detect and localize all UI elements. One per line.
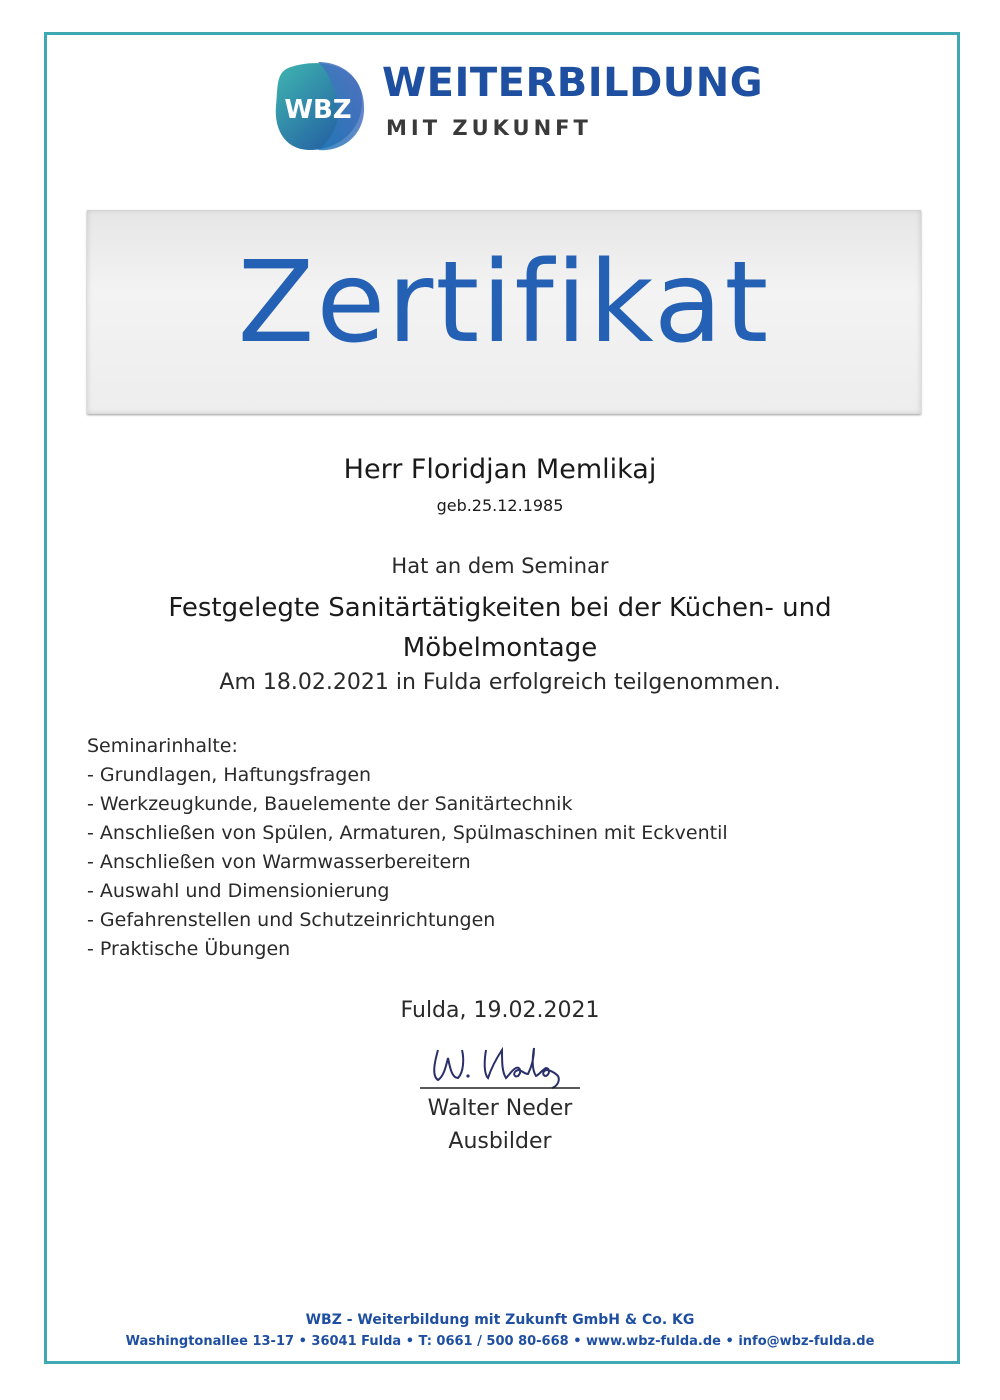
birth-date: geb.25.12.1985	[436, 496, 564, 515]
footer-company: WBZ - Weiterbildung mit Zukunft GmbH & Co. KG	[305, 1312, 695, 1328]
list-item: - Werkzeugkunde, Bauelemente der Sanitärtechnik	[87, 790, 728, 819]
signer-name: Walter Neder	[427, 1096, 573, 1121]
list-item: - Praktische Übungen	[87, 935, 728, 964]
contents-list	[87, 761, 728, 964]
seminar-title-line1: Festgelegte Sanitärtätigkeiten bei der Küchen- und	[168, 593, 832, 623]
wbz-logo-mark	[270, 58, 366, 154]
seminar-title	[0, 588, 1000, 668]
wbz-logo	[270, 58, 770, 158]
list-item: - Auswahl und Dimensionierung	[87, 877, 728, 906]
logo-line1: WEITERBILDUNG	[382, 60, 764, 106]
logo-line2: MIT ZUKUNFT	[386, 116, 592, 140]
list-item: - Gefahrenstellen und Schutzeinrichtungen	[87, 906, 728, 935]
seminar-title-line2: Möbelmontage	[402, 633, 598, 663]
signer-role: Ausbilder	[448, 1129, 552, 1154]
title-banner	[87, 210, 921, 414]
contents-heading: Seminarinhalte:	[87, 735, 238, 757]
footer-address: Washingtonallee 13-17 • 36041 Fulda • T: 0661 / 500 80-668 • www.wbz-fulda.de • info@wbz-fulda.de	[125, 1334, 875, 1349]
list-item: - Anschließen von Warmwasserbereitern	[87, 848, 728, 877]
place-date: Fulda, 19.02.2021	[400, 998, 600, 1023]
wbz-logo-mark-text: WBZ	[284, 95, 352, 125]
seminar-intro: Hat an dem Seminar	[391, 554, 609, 578]
signature	[418, 1036, 582, 1092]
list-item: - Grundlagen, Haftungsfragen	[87, 761, 728, 790]
completion-statement: Am 18.02.2021 in Fulda erfolgreich teilgenommen.	[219, 670, 781, 695]
recipient-name: Herr Floridjan Memlikaj	[343, 454, 657, 485]
list-item: - Anschließen von Spülen, Armaturen, Spülmaschinen mit Eckventil	[87, 819, 728, 848]
seminar-contents	[87, 732, 728, 964]
certificate-title: Zertifikat	[237, 238, 771, 368]
